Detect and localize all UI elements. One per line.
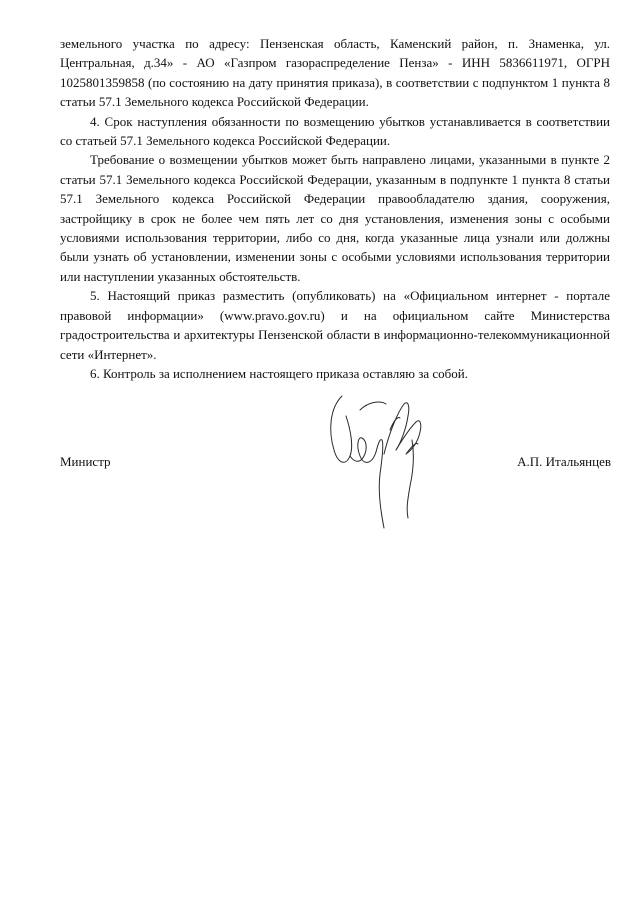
paragraph-compensation-claim: Требование о возмещении убытков может быть направлено лицами, указанными в пункте 2 статьи 57.1 Земельного кодекса Российской Федерации, указанным в подпункте 1 пункта 8 статьи 57.1 Земельного кодекса Российской Федерации правообладателю здания, сооружения, застройщику в срок не более чем пять лет со дня установления, изменения зоны с особыми условиями использования территории, либо со дня, когда указанные лица узнали или должны были узнать об установлении, изменении зоны с особыми условиями использования территории или наступлении указанных обстоятельств. <box>60 152 610 284</box>
position-title: Министр <box>60 454 111 469</box>
document-body <box>60 34 610 383</box>
paragraph-item-4: 4. Срок наступления обязанности по возмещению убытков устанавливается в соответствии со статьей 57.1 Земельного кодекса Российской Федерации. <box>60 113 610 149</box>
paragraph-land-plot-owner: земельного участка по адресу: Пензенская область, Каменский район, п. Знаменка, ул. Центральная, д.34» - АО «Газпром газораспределение Пенза» - ИНН 5836611971, ОГРН 1025801359858 (по состоянию на дату принятия приказа), в соответствии с подпунктом 1 пункта 8 статьи 57.1 Земельного кодекса Российской Федерации. <box>60 36 610 110</box>
paragraph-item-5: 5. Настоящий приказ разместить (опубликовать) на «Официальном интернет - портале правовой информации» (www.pravo.gov.ru) и на официальном сайте Министерства градостроительства и архитектуры Пензенской области в информационно-телекоммуникационной сети «Интернет». <box>60 288 610 362</box>
signature-block <box>60 452 611 474</box>
signatory-name: А.П. Итальянцев <box>517 454 611 469</box>
paragraph-item-6: 6. Контроль за исполнением настоящего приказа оставляю за собой. <box>90 365 468 381</box>
